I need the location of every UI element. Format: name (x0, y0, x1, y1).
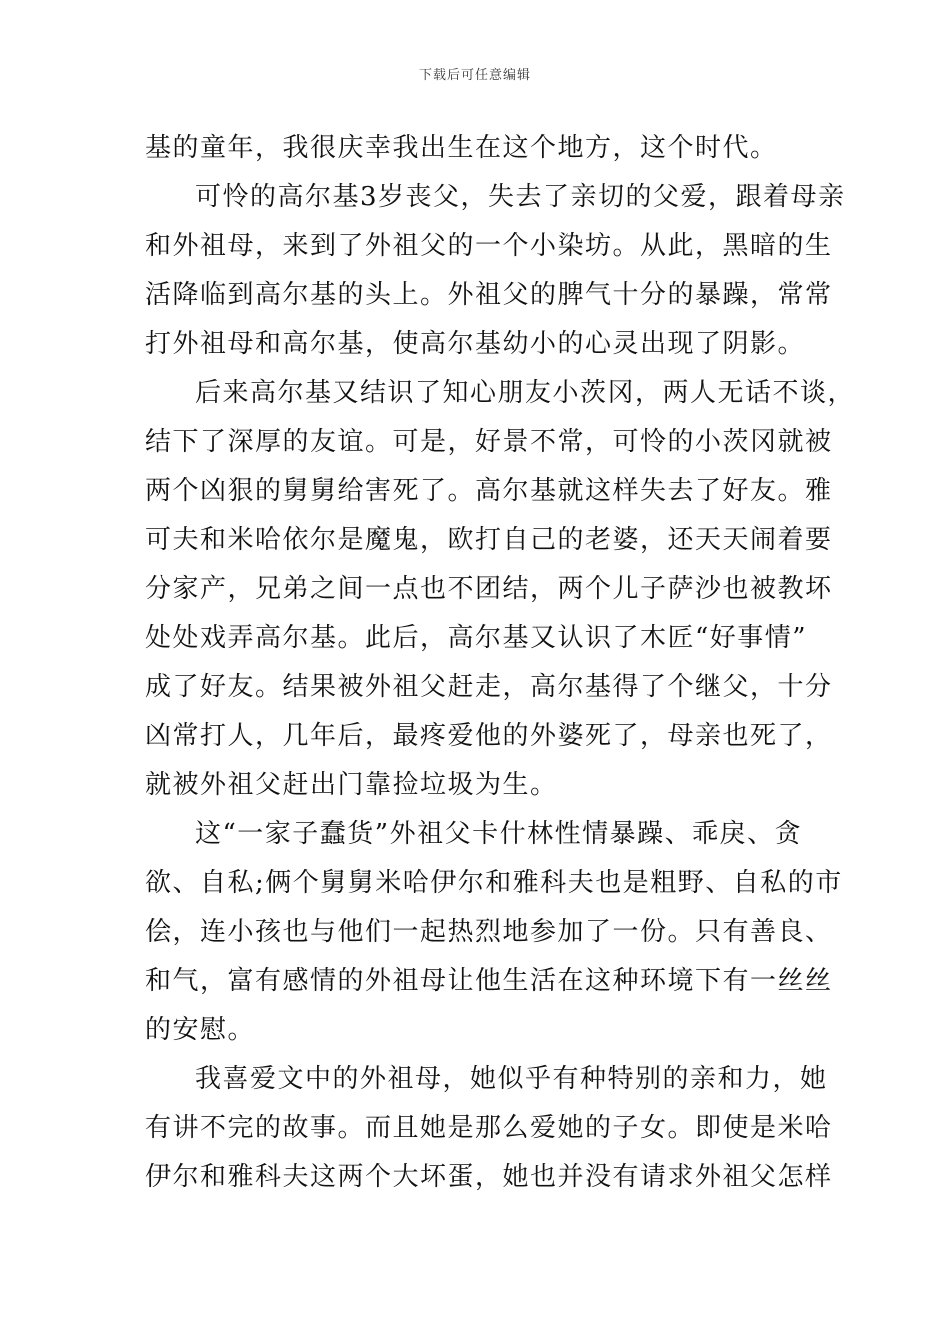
text-line: 成了好友。结果被外祖父赶走，高尔基得了个继父，十分 (145, 672, 833, 702)
page-header: 下载后可任意编辑 (418, 68, 531, 83)
text-line: 处处戏弄高尔基。此后，高尔基又认识了木匠“好事情” (145, 623, 808, 653)
text-line: 伊尔和雅科夫这两个大坏蛋，她也并没有请求外祖父怎样 (145, 1162, 833, 1192)
text-line: 我喜爱文中的外祖母，她似乎有种特别的亲和力，她 (195, 1064, 828, 1094)
text-line: 凶常打人，几年后，最疼爱他的外婆死了，母亲也死了， (145, 721, 833, 751)
text-line: 分家产，兄弟之间一点也不团结，两个儿子萨沙也被教坏 (145, 574, 833, 604)
text-line: 欲、自私;俩个舅舅米哈伊尔和雅科夫也是粗野、自私的市 (145, 868, 843, 898)
text-line: 可怜的高尔基3岁丧父，失去了亲切的父爱，跟着母亲 (195, 182, 846, 212)
text-line: 就被外祖父赶出门靠捡垃圾为生。 (145, 770, 558, 800)
text-line: 两个凶狠的舅舅给害死了。高尔基就这样失去了好友。雅 (145, 476, 833, 506)
text-line: 和外祖母，来到了外祖父的一个小染坊。从此，黑暗的生 (145, 231, 833, 261)
text-line: 打外祖母和高尔基，使高尔基幼小的心灵出现了阴影。 (145, 329, 806, 359)
text-line: 和气，富有感情的外祖母让他生活在这种环境下有一丝丝 (145, 966, 833, 996)
text-line: 基的童年，我很庆幸我出生在这个地方，这个时代。 (145, 133, 778, 163)
text-line: 后来高尔基又结识了知心朋友小茨冈，两人无话不谈， (195, 378, 856, 408)
text-line: 侩，连小孩也与他们一起热烈地参加了一份。只有善良、 (145, 917, 833, 947)
text-line: 结下了深厚的友谊。可是，好景不常，可怜的小茨冈就被 (145, 427, 833, 457)
text-line: 活降临到高尔基的头上。外祖父的脾气十分的暴躁，常常 (145, 280, 833, 310)
text-line: 的安慰。 (145, 1015, 256, 1045)
text-line: 这“一家子蠢货”外祖父卡什林性情暴躁、乖戾、贪 (195, 819, 803, 849)
text-line: 可夫和米哈依尔是魔鬼，欧打自己的老婆，还天天闹着要 (145, 525, 833, 555)
document-body (145, 124, 856, 1202)
text-line: 有讲不完的故事。而且她是那么爱她的子女。即使是米哈 (145, 1113, 833, 1143)
